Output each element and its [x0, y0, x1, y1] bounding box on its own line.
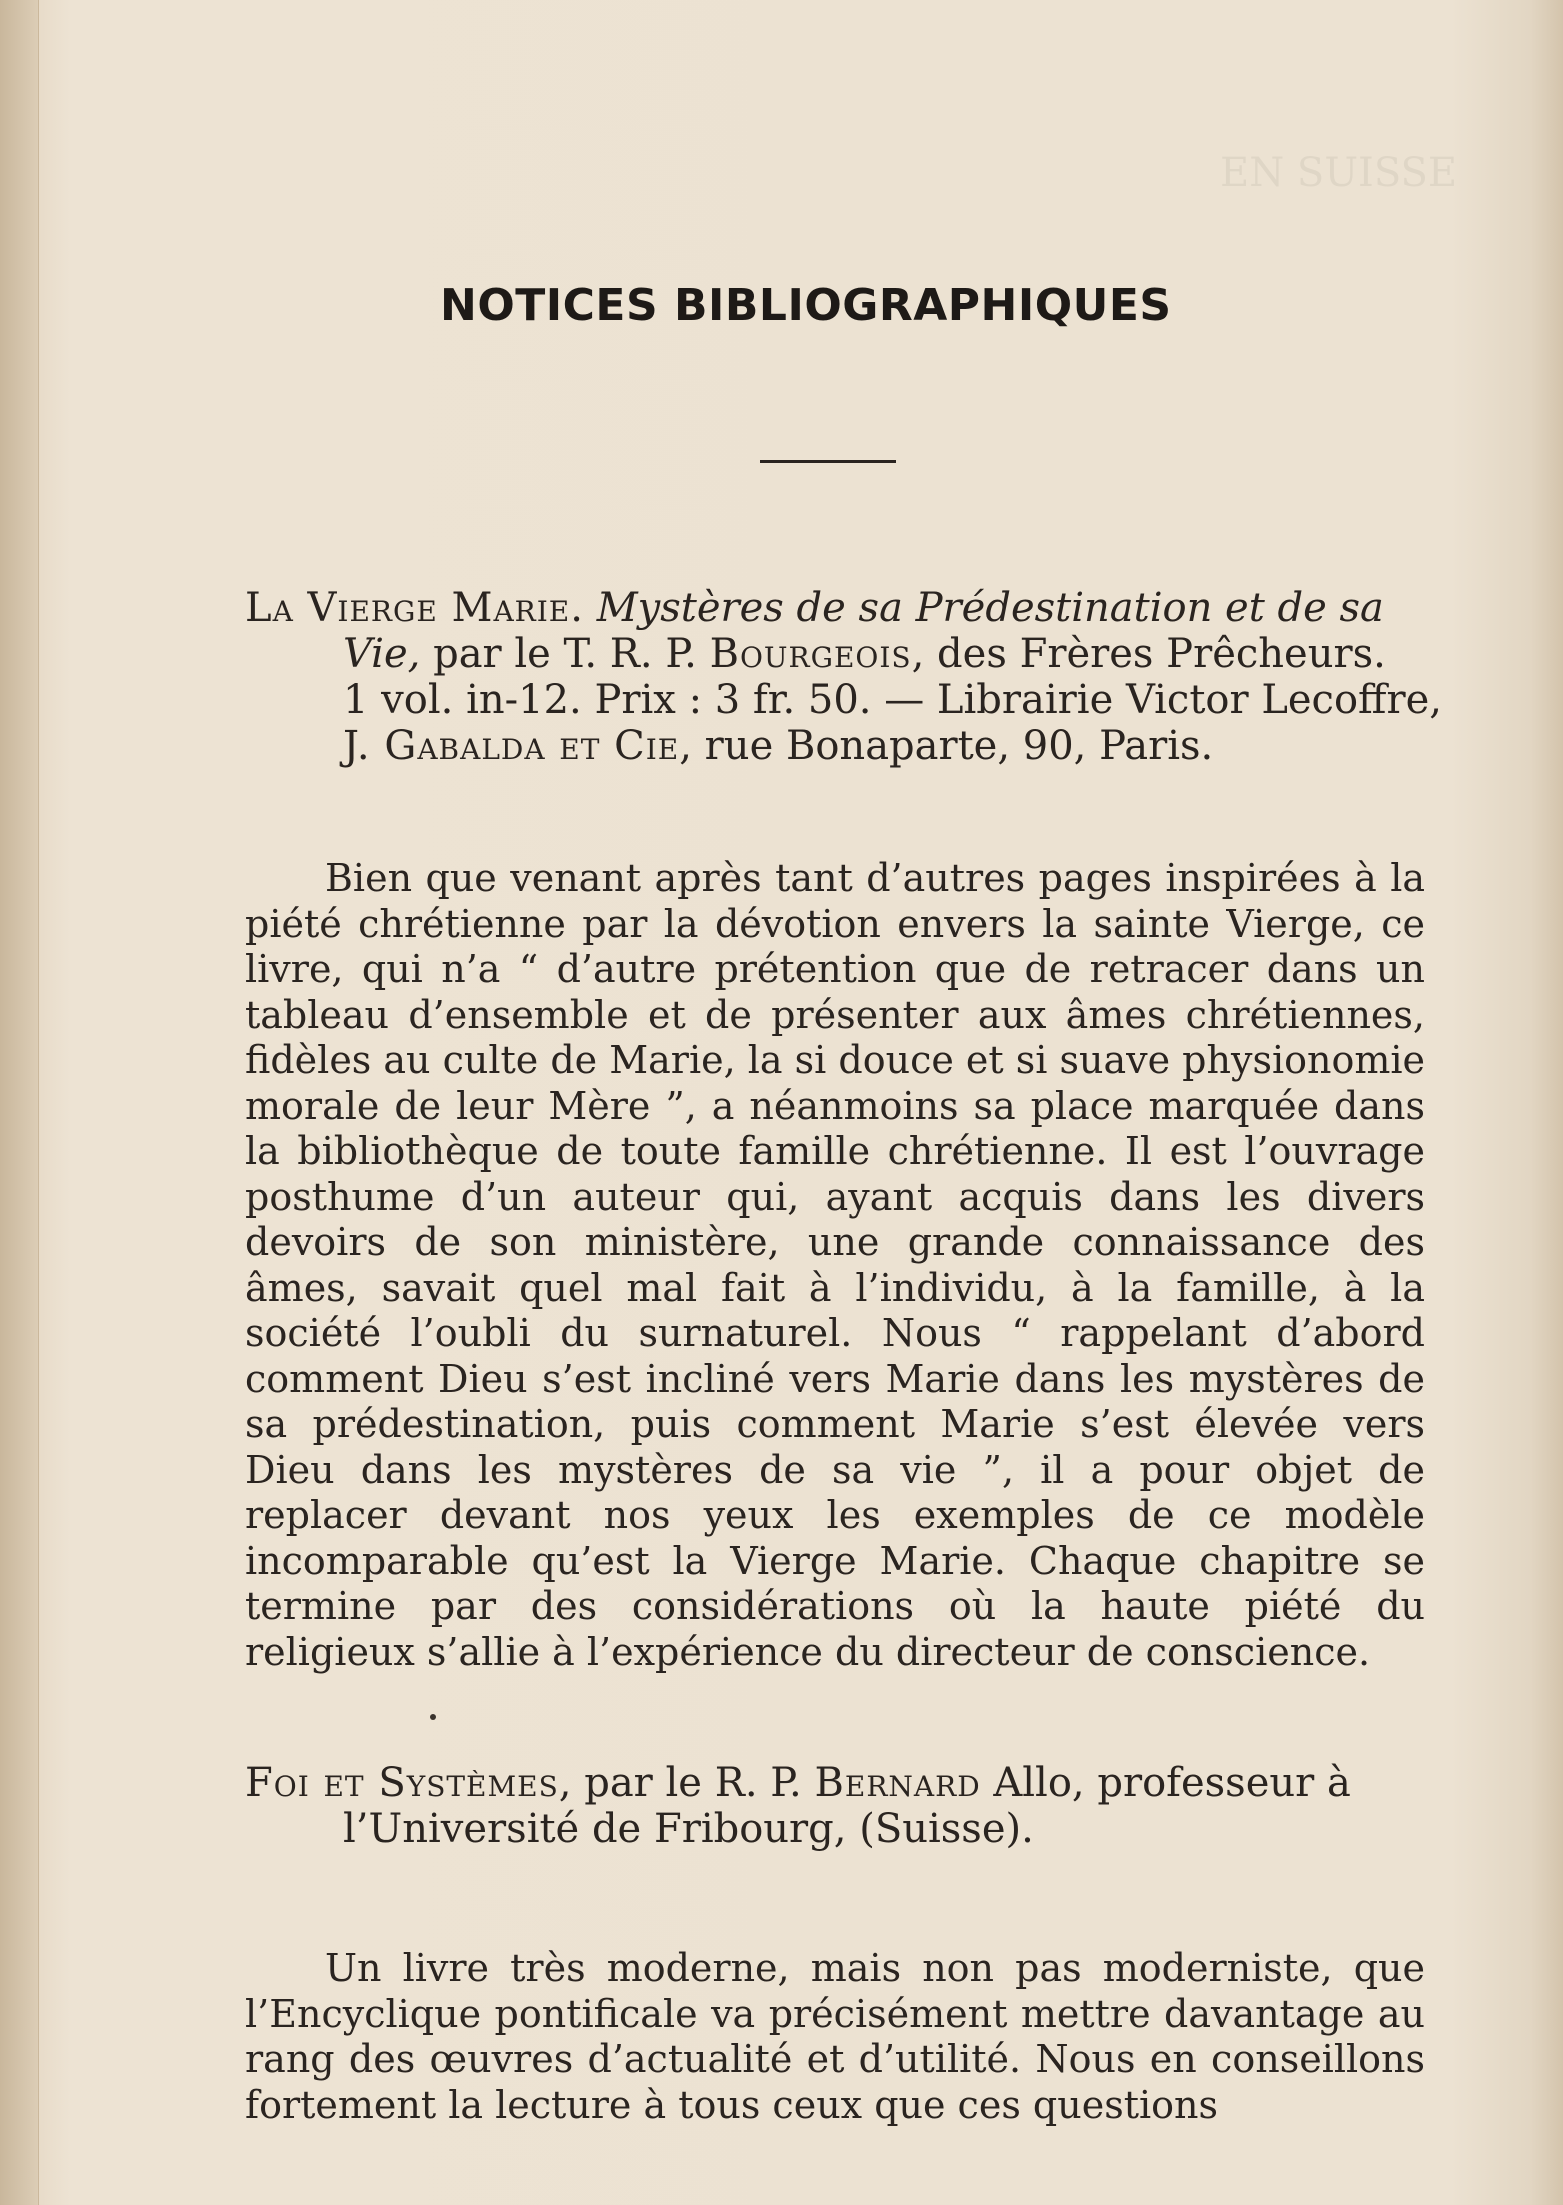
page-edge: [0, 0, 39, 2205]
review-2: [245, 1946, 1425, 2128]
entry1-title: Mystères de sa Prédestination et de sa: [596, 585, 1384, 631]
bleed-through-text: EN SUISSE: [1220, 150, 1458, 196]
entry1-publisher: J. Gabalda et Cie: [343, 723, 680, 769]
entry2-text: , par le R. P.: [558, 1760, 815, 1806]
entry1-address: , rue Bonaparte, 90, Paris.: [679, 723, 1214, 769]
separator-dot: [430, 1714, 436, 1720]
title-rule: [760, 460, 896, 463]
bibliographic-entry-2: [245, 1760, 1425, 1852]
entry1-text: par le T. R. P.: [420, 631, 710, 677]
review-1: [245, 856, 1425, 1675]
entry2-lead: Foi et Systèmes: [245, 1760, 559, 1806]
entry2-author: Bernard: [814, 1760, 981, 1806]
entry2-text: Allo, professeur à: [980, 1760, 1351, 1806]
entry1-text: , des Frères Prêcheurs.: [911, 631, 1386, 677]
entry1-lead: La Vierge Marie.: [245, 585, 584, 631]
entry1-title-end: Vie,: [343, 631, 421, 677]
review-1-text: Bien que venant après tant d’autres pages inspirées à la piété chrétienne par la dévotion envers la sainte Vierge, ce livre, qui n’a “ d’autre prétention que de retracer dans un tableau d’ensemble et de présenter aux âmes chrétiennes, fidèles au culte de Marie, la si douce et si suave physionomie morale de leur Mère ”, a néanmoins sa place marquée dans la bibliothèque de toute famille chrétienne. Il est l’ouvrage posthume d’un auteur qui, ayant acquis dans les divers devoirs de son ministère, une grande connaissance des âmes, savait quel mal fait à l’individu, à la famille, à la société l’oubli du surnaturel. Nous “ rappelant d’abord comment Dieu s’est incliné vers Marie dans les mystères de sa prédestination, puis comment Marie s’est élevée vers Dieu dans les mystères de sa vie ”, il a pour objet de replacer devant nos yeux les exemples de ce modèle incomparable qu’est la Vierge Marie. Chaque chapitre se termine par des considérations où la haute piété du religieux s’allie à l’expérience du directeur de conscience.: [245, 856, 1425, 1674]
review-2-text: Un livre très moderne, mais non pas moderniste, que l’Encyclique pontificale va précisément mettre davantage au rang des œuvres d’actualité et d’utilité. Nous en conseillons fortement la lecture à tous ceux que ces questions: [245, 1946, 1425, 2127]
entry1-author: Bourgeois: [709, 631, 912, 677]
entry2-affiliation: l’Université de Fribourg, (Suisse).: [343, 1806, 1034, 1852]
page-title: NOTICES BIBLIOGRAPHIQUES: [440, 280, 1172, 331]
bibliographic-entry-1: [245, 585, 1442, 769]
entry1-price: 1 vol. in-12. Prix : 3 fr. 50. — Librairie Victor Lecoffre,: [343, 677, 1442, 723]
